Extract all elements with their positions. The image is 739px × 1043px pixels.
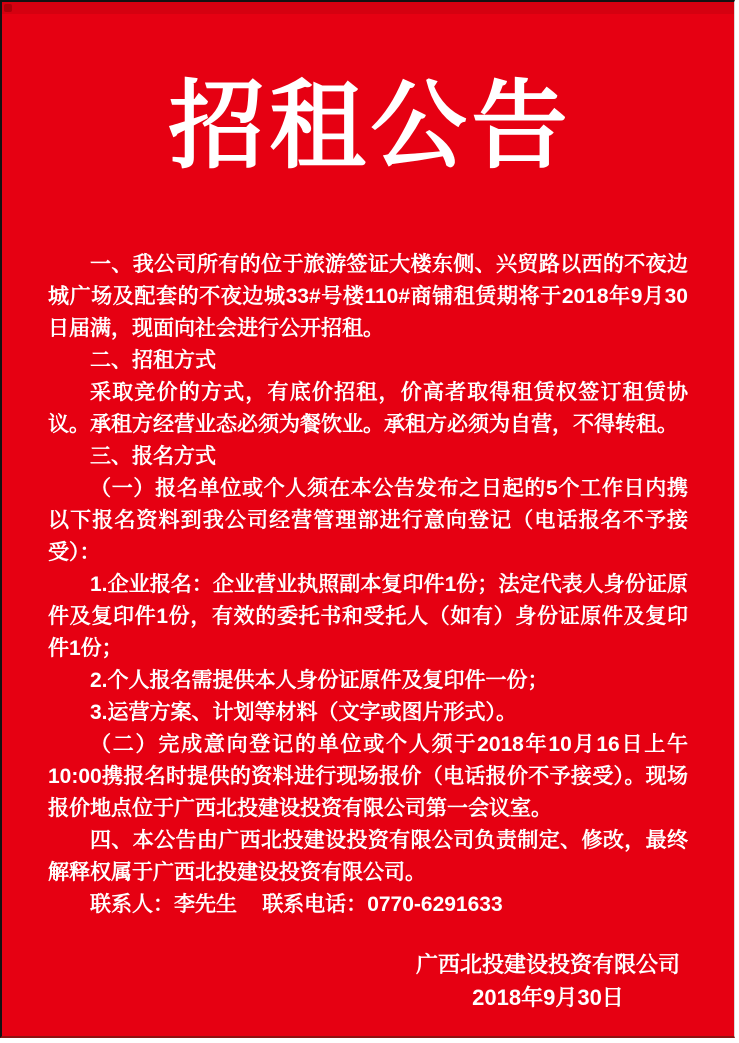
contact-person-label: 联系人： [90, 893, 174, 916]
corner-artifact-mark [4, 4, 12, 12]
contact-line [48, 889, 688, 921]
section-3-onsite-bidding: （二）完成意向登记的单位或个人须于2018年10月16日上午10:00携报名时提供的资料进行现场报价（电话报价不予接受）。现场报价地点位于广西北投建设投资有限公司第一会议室。 [48, 733, 688, 820]
section-3-heading: 三、报名方式 [90, 445, 216, 468]
section-3-registration-requirements: （一）报名单位或个人须在本公告发布之日起的5个工作日内携以下报名资料到我公司经营管理部进行意向登记（电话报名不予接受）： [48, 477, 688, 564]
section-4-interpretation-rights: 四、本公告由广西北投建设投资有限公司负责制定、修改，最终解释权属于广西北投建设投资有限公司。 [48, 829, 688, 884]
contact-person: 李先生 [174, 893, 237, 916]
page-title: 招租公告 [168, 73, 573, 180]
contact-phone: 0770-6291633 [367, 893, 503, 916]
signature-date: 2018年9月30日 [472, 985, 624, 1010]
section-2-bidding-method: 采取竞价的方式，有底价招租，价高者取得租赁权签订租赁协议。承租方经营业态必须为餐饮业。承租方必须为自营，不得转租。 [48, 381, 688, 436]
signature-block [416, 948, 680, 1014]
section-3-operation-plan: 3.运营方案、计划等材料（文字或图片形式）。 [90, 701, 518, 724]
signature-company: 广西北投建设投资有限公司 [415, 952, 680, 977]
section-3-enterprise-materials: 1.企业报名：企业营业执照副本复印件1份；法定代表人身份证原件及复印件1份，有效的委托书和受托人（如有）身份证原件及复印件1份； [48, 573, 688, 660]
section-1-property-intro: 一、我公司所有的位于旅游签证大楼东侧、兴贸路以西的不夜边城广场及配套的不夜边城33#号楼110#商铺租赁期将于2018年9月30日届满，现面向社会进行公开招租。 [48, 253, 688, 340]
contact-phone-label: 联系电话： [262, 893, 368, 916]
section-2-heading: 二、招租方式 [90, 349, 216, 372]
announcement-body [48, 249, 688, 921]
section-3-individual-materials: 2.个人报名需提供本人身份证原件及复印件一份； [90, 669, 549, 692]
